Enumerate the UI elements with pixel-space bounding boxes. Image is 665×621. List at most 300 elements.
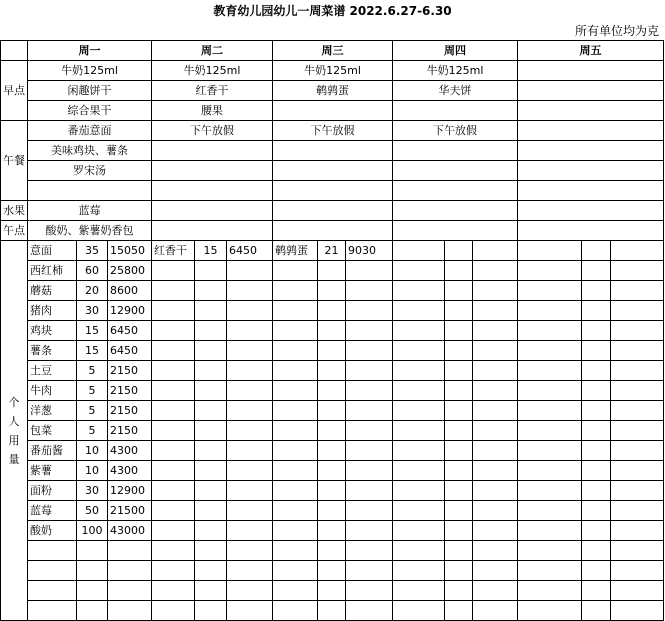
ingredient-name: [393, 401, 445, 421]
ingredient-name: 蓝莓: [28, 501, 77, 521]
table-row: [1, 341, 664, 361]
ingredient-total: 43000: [108, 521, 152, 541]
ingredient-amount: [582, 281, 611, 301]
ingredient-total: [611, 581, 664, 601]
ingredient-total: [611, 541, 664, 561]
ingredient-name: [273, 581, 318, 601]
menu-item: 番茄意面: [28, 121, 152, 141]
table-row: [1, 241, 664, 261]
ingredient-total: [611, 241, 664, 261]
ingredient-amount: [195, 361, 227, 381]
ingredient-total: 21500: [108, 501, 152, 521]
section-label-char: 用: [8, 433, 20, 447]
menu-item: [273, 101, 393, 121]
ingredient-amount: [318, 361, 346, 381]
ingredient-total: [473, 421, 518, 441]
ingredient-name: [518, 601, 582, 621]
menu-item: [152, 181, 273, 201]
ingredient-name: [152, 521, 195, 541]
ingredient-name: [518, 441, 582, 461]
ingredient-total: [611, 481, 664, 501]
menu-item: [518, 61, 664, 81]
ingredient-total: 2150: [108, 361, 152, 381]
table-row: [1, 461, 664, 481]
ingredient-total: 4300: [108, 461, 152, 481]
table-row: [1, 221, 664, 241]
ingredient-amount: [582, 341, 611, 361]
ingredient-name: [273, 481, 318, 501]
ingredient-name: [518, 261, 582, 281]
ingredient-name: [393, 241, 445, 261]
ingredient-amount: [445, 361, 473, 381]
menu-item: [273, 221, 393, 241]
ingredient-amount: 5: [77, 421, 108, 441]
ingredient-name: [152, 341, 195, 361]
ingredient-name: [393, 601, 445, 621]
day-header: 周五: [518, 41, 664, 61]
ingredient-total: 8600: [108, 281, 152, 301]
menu-item: 牛奶125ml: [273, 61, 393, 81]
ingredient-total: 25800: [108, 261, 152, 281]
ingredient-name: [273, 361, 318, 381]
ingredient-total: 6450: [108, 341, 152, 361]
menu-item: 牛奶125ml: [393, 61, 518, 81]
ingredient-amount: 5: [77, 401, 108, 421]
ingredient-amount: 100: [77, 521, 108, 541]
ingredient-total: [611, 601, 664, 621]
section-label-char: 人: [8, 414, 20, 428]
menu-item: [393, 221, 518, 241]
ingredient-amount: [195, 601, 227, 621]
ingredient-total: [346, 541, 393, 561]
ingredient-name: 包菜: [28, 421, 77, 441]
ingredient-total: [227, 261, 273, 281]
menu-item: [152, 221, 273, 241]
table-row: [1, 81, 664, 101]
ingredient-total: [346, 461, 393, 481]
ingredient-amount: [445, 401, 473, 421]
menu-item: 综合果干: [28, 101, 152, 121]
ingredient-name: [393, 481, 445, 501]
table-row: [1, 301, 664, 321]
table-row: [1, 261, 664, 281]
ingredient-name: [518, 521, 582, 541]
ingredient-amount: [582, 561, 611, 581]
ingredient-name: [152, 401, 195, 421]
ingredient-name: [518, 461, 582, 481]
ingredient-name: [518, 281, 582, 301]
ingredient-name: [393, 541, 445, 561]
ingredient-name: 紫薯: [28, 461, 77, 481]
ingredient-total: 2150: [108, 421, 152, 441]
ingredient-amount: [582, 261, 611, 281]
ingredient-amount: [77, 541, 108, 561]
ingredient-amount: [445, 561, 473, 581]
ingredient-name: [273, 381, 318, 401]
table-row: [1, 181, 664, 201]
ingredient-name: [273, 501, 318, 521]
ingredient-amount: [582, 601, 611, 621]
ingredient-name: 薯条: [28, 341, 77, 361]
ingredient-name: [28, 561, 77, 581]
table-row: [1, 101, 664, 121]
ingredient-total: [611, 501, 664, 521]
ingredient-name: 红香干: [152, 241, 195, 261]
ingredient-name: [273, 541, 318, 561]
ingredient-amount: [582, 521, 611, 541]
ingredient-name: [273, 561, 318, 581]
ingredient-amount: 10: [77, 461, 108, 481]
ingredient-amount: [195, 321, 227, 341]
ingredient-total: [611, 361, 664, 381]
ingredient-name: [393, 281, 445, 301]
menu-table: [0, 40, 664, 621]
ingredient-amount: [445, 381, 473, 401]
menu-item: [152, 161, 273, 181]
ingredient-total: [611, 341, 664, 361]
ingredient-name: [152, 361, 195, 381]
ingredient-total: [108, 581, 152, 601]
table-row: [1, 581, 664, 601]
ingredient-name: [152, 381, 195, 401]
ingredient-amount: 60: [77, 261, 108, 281]
ingredient-total: [473, 341, 518, 361]
ingredient-total: 6450: [108, 321, 152, 341]
ingredient-amount: [582, 381, 611, 401]
ingredient-amount: [318, 301, 346, 321]
ingredient-amount: [445, 481, 473, 501]
ingredient-amount: [318, 441, 346, 461]
ingredient-amount: [582, 481, 611, 501]
ingredient-total: [227, 401, 273, 421]
ingredient-total: [473, 321, 518, 341]
ingredient-name: [518, 241, 582, 261]
section-label-fruit: 水果: [1, 201, 28, 221]
menu-item: [518, 181, 664, 201]
ingredient-name: [273, 261, 318, 281]
ingredient-amount: [445, 261, 473, 281]
menu-item: [152, 141, 273, 161]
fruit-item: 蓝莓: [28, 201, 152, 221]
ingredient-amount: [445, 461, 473, 481]
ingredient-amount: [445, 501, 473, 521]
table-row: [1, 561, 664, 581]
ingredient-amount: [318, 541, 346, 561]
ingredient-total: [227, 461, 273, 481]
day-header: 周二: [152, 41, 273, 61]
ingredient-name: [273, 461, 318, 481]
ingredient-total: [611, 321, 664, 341]
ingredient-total: [473, 241, 518, 261]
ingredient-name: 土豆: [28, 361, 77, 381]
ingredient-amount: [582, 321, 611, 341]
section-label-personal: [1, 241, 28, 621]
menu-item: [152, 201, 273, 221]
ingredient-total: 2150: [108, 381, 152, 401]
table-row: [1, 441, 664, 461]
ingredient-name: [518, 381, 582, 401]
ingredient-name: 牛肉: [28, 381, 77, 401]
ingredient-amount: [77, 601, 108, 621]
ingredient-name: [393, 361, 445, 381]
ingredient-amount: [318, 581, 346, 601]
ingredient-total: [108, 541, 152, 561]
menu-item: 红香干: [152, 81, 273, 101]
ingredient-name: [518, 321, 582, 341]
ingredient-name: 意面: [28, 241, 77, 261]
ingredient-name: [518, 361, 582, 381]
ingredient-total: 2150: [108, 401, 152, 421]
ingredient-amount: 15: [195, 241, 227, 261]
ingredient-name: [518, 421, 582, 441]
ingredient-amount: [195, 381, 227, 401]
ingredient-total: [346, 581, 393, 601]
ingredient-amount: [582, 501, 611, 521]
ingredient-total: [227, 321, 273, 341]
ingredient-total: [473, 261, 518, 281]
ingredient-name: [152, 441, 195, 461]
ingredient-name: [393, 441, 445, 461]
ingredient-total: 4300: [108, 441, 152, 461]
ingredient-name: [518, 501, 582, 521]
ingredient-name: [393, 321, 445, 341]
table-row: [1, 541, 664, 561]
ingredient-name: [393, 341, 445, 361]
ingredient-total: [227, 381, 273, 401]
ingredient-total: [346, 561, 393, 581]
ingredient-amount: [582, 461, 611, 481]
ingredient-total: [473, 301, 518, 321]
ingredient-amount: [195, 281, 227, 301]
ingredient-amount: [582, 441, 611, 461]
ingredient-amount: [318, 601, 346, 621]
ingredient-name: [518, 541, 582, 561]
menu-item: [28, 181, 152, 201]
ingredient-name: [273, 281, 318, 301]
ingredient-total: [346, 361, 393, 381]
ingredient-amount: [318, 261, 346, 281]
ingredient-total: [611, 261, 664, 281]
section-label-breakfast: 早点: [1, 61, 28, 121]
table-row: [1, 201, 664, 221]
section-label-lunch: 午餐: [1, 121, 28, 201]
table-row: [1, 141, 664, 161]
menu-item: [518, 101, 664, 121]
ingredient-name: [393, 461, 445, 481]
ingredient-amount: [195, 461, 227, 481]
ingredient-amount: [582, 421, 611, 441]
menu-item: [273, 141, 393, 161]
ingredient-name: [393, 421, 445, 441]
ingredient-total: [346, 481, 393, 501]
ingredient-name: 西红柿: [28, 261, 77, 281]
page-title: 教育幼儿园幼儿一周菜谱 2022.6.27-6.30: [213, 4, 452, 18]
ingredient-total: [227, 501, 273, 521]
day-header: 周一: [28, 41, 152, 61]
ingredient-name: [273, 321, 318, 341]
table-row: [1, 321, 664, 341]
ingredient-amount: [318, 381, 346, 401]
menu-item: [518, 221, 664, 241]
ingredient-total: [611, 281, 664, 301]
ingredient-total: 6450: [227, 241, 273, 261]
ingredient-name: [152, 321, 195, 341]
ingredient-total: [473, 561, 518, 581]
ingredient-name: [393, 521, 445, 541]
snack-item: 酸奶、紫薯奶香包: [28, 221, 152, 241]
ingredient-amount: [318, 321, 346, 341]
ingredient-total: [227, 601, 273, 621]
ingredient-name: [152, 581, 195, 601]
ingredient-total: [346, 601, 393, 621]
ingredient-total: [611, 561, 664, 581]
section-label-char: 个: [8, 395, 20, 409]
ingredient-total: [227, 301, 273, 321]
ingredient-amount: [582, 241, 611, 261]
ingredient-amount: 15: [77, 341, 108, 361]
ingredient-total: [346, 321, 393, 341]
ingredient-total: [473, 521, 518, 541]
ingredient-amount: [77, 581, 108, 601]
ingredient-amount: [445, 441, 473, 461]
ingredient-amount: 35: [77, 241, 108, 261]
ingredient-name: [273, 421, 318, 441]
ingredient-name: 蘑菇: [28, 281, 77, 301]
ingredient-amount: [195, 581, 227, 601]
ingredient-name: [393, 301, 445, 321]
table-row: [1, 361, 664, 381]
ingredient-name: [152, 481, 195, 501]
ingredient-amount: [445, 541, 473, 561]
table-row: [1, 401, 664, 421]
ingredient-amount: [195, 421, 227, 441]
ingredient-total: [108, 601, 152, 621]
ingredient-name: [152, 261, 195, 281]
ingredient-amount: [318, 281, 346, 301]
ingredient-total: [346, 441, 393, 461]
section-label-char: 量: [8, 452, 20, 466]
table-row: [1, 61, 664, 81]
ingredient-total: [227, 361, 273, 381]
ingredient-total: [611, 441, 664, 461]
ingredient-amount: [318, 481, 346, 501]
menu-item: [273, 181, 393, 201]
ingredient-amount: 5: [77, 361, 108, 381]
ingredient-name: [152, 281, 195, 301]
ingredient-amount: 30: [77, 301, 108, 321]
ingredient-name: [152, 541, 195, 561]
ingredient-name: 酸奶: [28, 521, 77, 541]
ingredient-total: [346, 501, 393, 521]
menu-item: 下午放假: [152, 121, 273, 141]
menu-item: [518, 141, 664, 161]
ingredient-total: [227, 441, 273, 461]
ingredient-amount: [195, 501, 227, 521]
menu-item: 华夫饼: [393, 81, 518, 101]
ingredient-total: [346, 281, 393, 301]
ingredient-amount: [445, 301, 473, 321]
ingredient-amount: [195, 401, 227, 421]
table-row: [1, 481, 664, 501]
ingredient-amount: [195, 441, 227, 461]
table-row: [1, 501, 664, 521]
ingredient-name: [518, 341, 582, 361]
ingredient-name: [273, 341, 318, 361]
ingredient-name: 鹌鹑蛋: [273, 241, 318, 261]
menu-item: [393, 181, 518, 201]
ingredient-total: [473, 461, 518, 481]
ingredient-name: [518, 401, 582, 421]
menu-item: 下午放假: [273, 121, 393, 141]
ingredient-amount: [195, 541, 227, 561]
ingredient-name: [393, 561, 445, 581]
ingredient-amount: [582, 301, 611, 321]
ingredient-total: [611, 461, 664, 481]
ingredient-name: [273, 441, 318, 461]
ingredient-name: [28, 601, 77, 621]
ingredient-total: [611, 521, 664, 541]
menu-item: 牛奶125ml: [152, 61, 273, 81]
ingredient-amount: [318, 501, 346, 521]
ingredient-total: [473, 541, 518, 561]
table-row: [1, 121, 664, 141]
ingredient-amount: [195, 341, 227, 361]
ingredient-amount: [445, 581, 473, 601]
ingredient-total: [611, 401, 664, 421]
ingredient-name: [28, 581, 77, 601]
unit-note: 所有单位均为克: [574, 24, 659, 38]
table-row: [1, 161, 664, 181]
ingredient-total: 12900: [108, 481, 152, 501]
ingredient-total: [473, 361, 518, 381]
ingredient-total: [227, 481, 273, 501]
ingredient-total: 15050: [108, 241, 152, 261]
ingredient-amount: 5: [77, 381, 108, 401]
ingredient-total: 9030: [346, 241, 393, 261]
day-header: 周四: [393, 41, 518, 61]
ingredient-name: [28, 541, 77, 561]
menu-item: [518, 161, 664, 181]
ingredient-amount: [318, 421, 346, 441]
ingredient-total: [473, 481, 518, 501]
ingredient-name: [393, 261, 445, 281]
ingredient-amount: [582, 401, 611, 421]
table-row: [1, 281, 664, 301]
ingredient-total: [346, 401, 393, 421]
ingredient-amount: [582, 581, 611, 601]
ingredient-total: [227, 421, 273, 441]
ingredient-name: [518, 301, 582, 321]
menu-item: 美味鸡块、薯条: [28, 141, 152, 161]
ingredient-amount: [445, 241, 473, 261]
ingredient-name: [518, 581, 582, 601]
ingredient-total: [346, 301, 393, 321]
ingredient-name: [393, 381, 445, 401]
ingredient-amount: [318, 521, 346, 541]
ingredient-name: [152, 561, 195, 581]
ingredient-name: [393, 501, 445, 521]
menu-item: [273, 161, 393, 181]
ingredient-amount: 30: [77, 481, 108, 501]
ingredient-total: [227, 541, 273, 561]
menu-item: [518, 121, 664, 141]
ingredient-amount: [318, 341, 346, 361]
menu-item: [393, 101, 518, 121]
ingredient-amount: 15: [77, 321, 108, 341]
ingredient-amount: [195, 301, 227, 321]
ingredient-total: [108, 561, 152, 581]
ingredient-amount: [318, 561, 346, 581]
